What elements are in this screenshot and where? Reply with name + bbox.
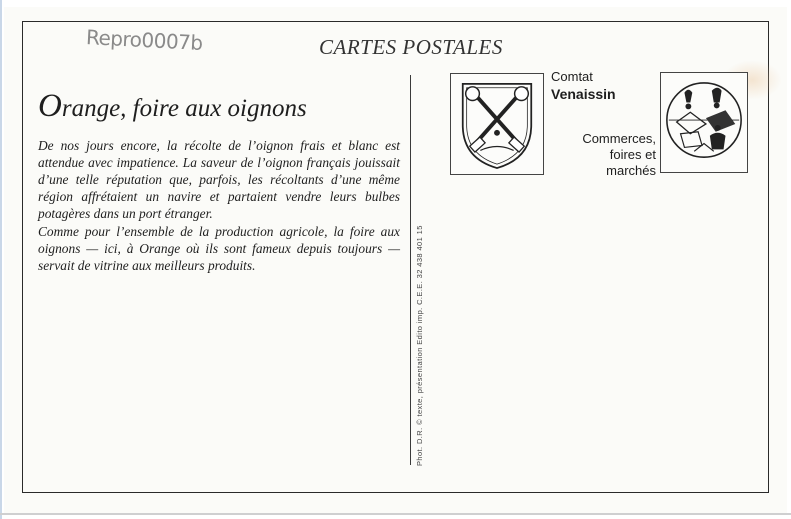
center-divider (410, 75, 411, 465)
card-edge-bottom (0, 513, 791, 515)
title-initial: O (38, 88, 62, 124)
market-scene-icon (660, 72, 748, 173)
card-title (38, 88, 307, 125)
description-text (38, 137, 400, 274)
commerces-caption (560, 131, 656, 179)
comtat-label: Comtat (551, 69, 593, 84)
commerces-line-1: Commerces, (582, 131, 656, 146)
card-edge-left (0, 0, 2, 519)
paragraph-2: Comme pour l’ensemble de la production agricole, la foire aux oignons — ici, à Orange où ils sont fameux depuis toujours — servait de vitrine aux meilleurs produits. (38, 224, 400, 273)
title-text: range, foire aux oignons (61, 95, 307, 122)
commerces-line-3: marchés (606, 163, 656, 178)
crossed-keys-shield-icon (450, 73, 544, 175)
handwritten-reference: Repro0007b (85, 24, 204, 56)
commerces-line-2: foires et (609, 147, 656, 162)
cartes-postales-heading: CARTES POSTALES (319, 35, 503, 59)
paragraph-1: De nos jours encore, la récolte de l’oignon frais et blanc est attendue avec impatience. La saveur de l’oignon français jouissait d’une telle réputation que, parfois, les récoltants d’une même région affrétaient un navire et partaient vendre leurs bulbes potagères dans un port étranger. (38, 138, 400, 221)
venaissin-label: Venaissin (551, 86, 616, 102)
publisher-credit: Phot. D.R. © texte, présentation Edito imp. C.E.E. 32 438 401 15 (415, 225, 424, 466)
